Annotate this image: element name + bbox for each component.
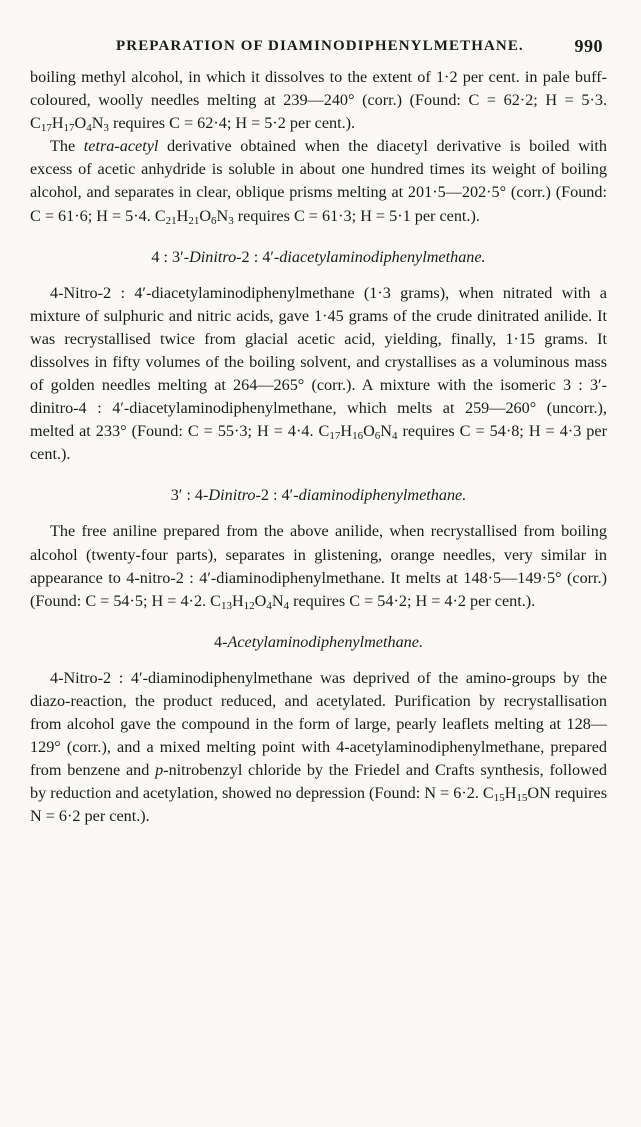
paragraph-methyl-alcohol-recrystallisation: boiling methyl alcohol, in which it dissolves to the extent of 1·2 per cent. in pale buff-coloured, woolly needles melting at 239—240° (corr.) (Found: C = 62·2; H = 5·3. $C_{17}H_{17}O_4N_3$ requires C = 62·4; H = 5·2 per cent.). <box>30 68 607 135</box>
paragraph-free-aniline: The free aniline prepared from the above anilide, when recrystallised from boiling alcohol (twenty-four parts), separates in glistening, orange needles, very similar in appearance to 4-nitro-2 : 4′-diaminodiphenylmethane. It melts at 148·5—149·5° (corr.) (Found: C = 54·5; H = 4·2. $C_{13}H_{12}O_4N_4$ requires C = 54·2; H = 4·2 per cent.). <box>30 522 607 612</box>
section-heading-dinitro-diacetylamino: 4 : 3′-Dinitro-2 : 4′-diacetylaminodiphenylmethane. <box>151 247 486 266</box>
section-heading-acetylamino: 4-Acetylaminodiphenylmethane. <box>213 632 423 651</box>
paragraph-nitration: 4-Nitro-2 : 4′-diacetylaminodiphenylmethane (1·3 grams), when nitrated with a mixture of sulphuric and nitric acids, gave 1·45 grams of the crude dinitrated anilide. It was recrystallised twice from glacial acetic acid, yielding, finally, 1·15 grams. It dissolves in fifty volumes of the boiling solvent, and crystallises as a voluminous mass of golden needles melting at 264—265° (corr.). A mixture with the isomeric 3 : 3′-dinitro-4 : 4′-diacetylaminodiphenylmethane, which melts at 259—260° (uncorr.), melted at 233° (Found: C = 55·3; H = 4·4. $C_{17}H_{16}O_6N_4$ requires C = 54·8; H = 4·3 per cent.). <box>30 283 607 464</box>
body-text <box>30 66 607 828</box>
section-heading-dinitro-diamino: 3′ : 4-Dinitro-2 : 4′-diaminodiphenylmethane. <box>170 486 467 505</box>
paragraph-tetra-acetyl-derivative: The tetra-acetyl derivative obtained when the diacetyl derivative is boiled with excess of acetic anhydride is soluble in about one hundred times its weight of boiling alcohol, and separates in clear, oblique prisms melting at 201·5—202·5° (corr.) (Found: C = 61·6; H = 5·4. $C_{21}H_{21}O_6N_3$ requires C = 61·3; H = 5·1 per cent.). <box>30 137 607 227</box>
page-number: 990 <box>574 36 603 56</box>
page-header <box>30 36 607 66</box>
running-title: PREPARATION OF DIAMINODIPHENYLMETHANE. <box>116 38 524 54</box>
paragraph-diazo-reaction: 4-Nitro-2 : 4′-diaminodiphenylmethane was deprived of the amino-groups by the diazo-reaction, the product reduced, and acetylated. Purification by recrystallisation from alcohol gave the compound in the form of large, pearly leaflets melting at 128—129° (corr.), and a mixed melting point with 4-acetylaminodiphenylmethane, prepared from benzene and p-nitrobenzyl chloride by the Friedel and Crafts synthesis, followed by reduction and acetylation, showed no depression (Found: N = 6·2. $C_{15}H_{15}ON$ requires N = 6·2 per cent.). <box>30 668 608 826</box>
